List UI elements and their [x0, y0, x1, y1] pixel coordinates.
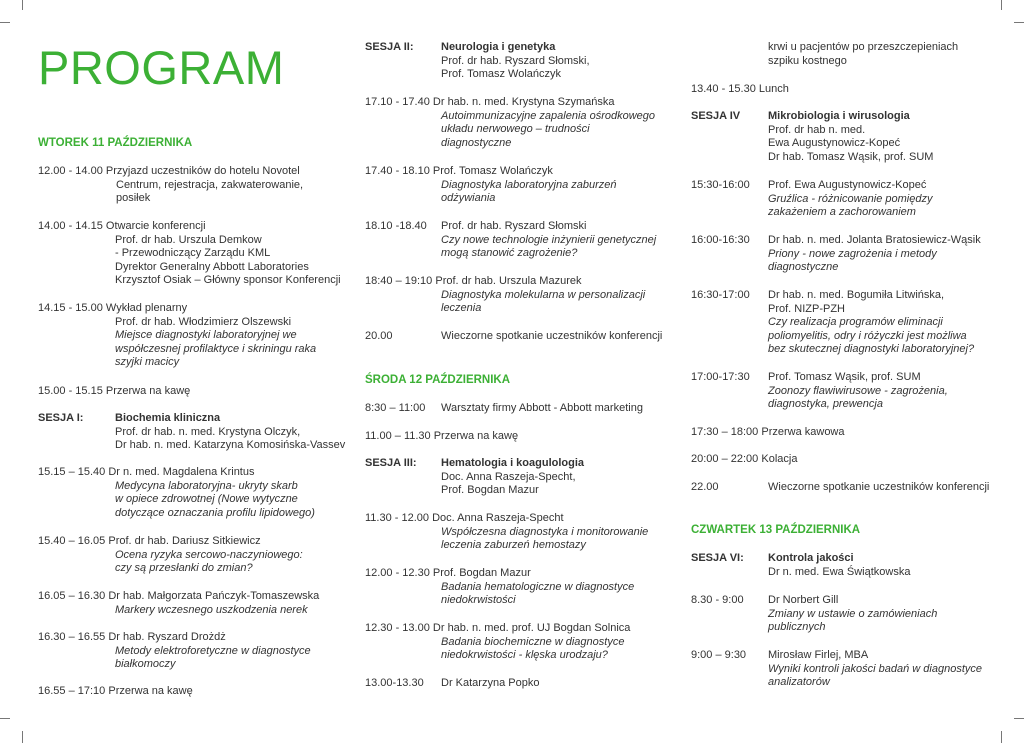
schedule-entry: 22.00 Wieczorne spotkanie uczestników konferencji	[691, 481, 990, 493]
schedule-entry: 12.30 - 13.00 Dr hab. n. med. prof. UJ Bogdan Solnica Badania biochemiczne w diagnostyce niedokrwistości - klęska urodzaju?	[365, 622, 631, 661]
schedule-entry: 14.00 - 14.15 Otwarcie konferencji Prof. dr hab. Urszula Demkow - Przewodniczący Zarządu KML Dyrektor Generalny Abbott Laboratories Krzysztof Osiak – Główny sponsor Konferencji	[38, 220, 341, 286]
session-block: SESJA III: Hematologia i koagulologia Doc. Anna Raszeja-Specht, Prof. Bogdan Mazur	[365, 457, 585, 496]
schedule-entry: 16:30-17:00 Dr hab. n. med. Bogumiła Litwińska, Prof. NIZP-PZH Czy realizacja programów eliminacji poliomyelitis, odry i różyczki jest możliwa bez skutecznej diagnostyki laboratoryjnej?	[691, 289, 975, 355]
schedule-entry: 14.15 - 15.00 Wykład plenarny Prof. dr hab. Włodzimierz Olszewski Miejsce diagnostyki laboratoryjnej we współczesnej profilaktyce i skriningu raka szyjki macicy	[38, 302, 317, 368]
schedule-entry: 17.10 - 17.40 Dr hab. n. med. Krystyna Szymańska Autoimmunizacyjne zapalenia ośrodkowego układu nerwowego – trudności diagnostyczne	[365, 96, 656, 149]
schedule-entry: 18:40 – 19:10 Prof. dr hab. Urszula Mazurek Diagnostyka molekularna w personalizacji leczenia	[365, 275, 646, 314]
schedule-entry: 20:00 – 22:00 Kolacja	[691, 453, 798, 465]
crop-mark	[1014, 718, 1024, 719]
schedule-entry: 11.00 – 11.30 Przerwa na kawę	[365, 430, 519, 442]
schedule-entry: 20.00 Wieczorne spotkanie uczestników konferencji	[365, 330, 663, 342]
session-block: SESJA II: Neurologia i genetyka Prof. dr hab. Ryszard Słomski, Prof. Tomasz Wolańczyk	[365, 41, 590, 80]
schedule-entry: 11.30 - 12.00 Doc. Anna Raszeja-Specht Współczesna diagnostyka i monitorowanie leczenia zaburzeń hemostazy	[365, 512, 649, 551]
session-block: SESJA IV Mikrobiologia i wirusologia Prof. dr hab n. med. Ewa Augustynowicz-Kopeć Dr hab. Tomasz Wąsik, prof. SUM	[691, 110, 934, 163]
schedule-entry: 17:00-17:30 Prof. Tomasz Wąsik, prof. SUM Zoonozy flawiwirusowe - zagrożenia, diagnostyka, prewencja	[691, 371, 948, 410]
schedule-entry: 12.00 - 12.30 Prof. Bogdan Mazur Badania hematologiczne w diagnostyce niedokrwistości	[365, 567, 635, 606]
schedule-entry: 16.30 – 16.55 Dr hab. Ryszard Drożdż Metody elektroforetyczne w diagnostyce białkomoczy	[38, 631, 311, 670]
schedule-entry: 17:30 – 18:00 Przerwa kawowa	[691, 426, 845, 438]
schedule-entry: 18.10 -18.40 Prof. dr hab. Ryszard Słomski Czy nowe technologie inżynierii genetycznej mogą stanowić zagrożenie?	[365, 220, 657, 259]
schedule-entry-continued: krwi u pacjentów po przeszczepieniach szpiku kostnego	[768, 41, 959, 67]
schedule-entry: 15:30-16:00 Prof. Ewa Augustynowicz-Kopeć Gruźlica - różnicowanie pomiędzy zakażeniem a zachorowaniem	[691, 179, 933, 218]
schedule-entry: 13.00-13.30 Dr Katarzyna Popko	[365, 677, 540, 689]
crop-mark	[1014, 22, 1024, 23]
schedule-entry: 12.00 - 14.00 Przyjazd uczestników do hotelu Novotel Centrum, rejestracja, zakwaterowanie, posiłek	[38, 165, 304, 204]
schedule-entry: 15.40 – 16.05 Prof. dr hab. Dariusz Sitkiewicz Ocena ryzyka sercowo-naczyniowego: czy są przesłanki do zmian?	[38, 535, 303, 574]
day-heading: CZWARTEK 13 PAŹDZIERNIKA	[691, 524, 861, 536]
crop-mark	[1001, 731, 1002, 743]
crop-mark	[0, 22, 10, 23]
schedule-entry: 17.40 - 18.10 Prof. Tomasz Wolańczyk Diagnostyka laboratoryjna zaburzeń odżywiania	[365, 165, 617, 204]
session-block: SESJA I: Biochemia kliniczna Prof. dr hab. n. med. Krystyna Olczyk, Dr hab. n. med. Katarzyna Komosińska-Vassev	[38, 412, 346, 451]
schedule-entry: 15.15 – 15.40 Dr n. med. Magdalena Krintus Medycyna laboratoryjna- ukryty skarb w opiece zdrowotnej (Nowe wytyczne dotyczące oznaczania profilu lipidowego)	[38, 466, 315, 519]
crop-mark	[22, 0, 23, 10]
day-heading: ŚRODA 12 PAŹDZIERNIKA	[365, 374, 511, 386]
crop-mark	[22, 731, 23, 743]
crop-mark	[0, 718, 10, 719]
schedule-entry: 16.55 – 17:10 Przerwa na kawę	[38, 685, 193, 697]
schedule-entry: 16.05 – 16.30 Dr hab. Małgorzata Pańczyk-Tomaszewska Markery wczesnego uszkodzenia nerek	[38, 590, 320, 616]
schedule-entry: 8.30 - 9:00 Dr Norbert Gill Zmiany w ustawie o zamówieniach publicznych	[691, 594, 938, 633]
schedule-entry: 9:00 – 9:30 Mirosław Firlej, MBA Wyniki kontroli jakości badań w diagnostyce analizatorów	[691, 649, 982, 688]
crop-mark	[1001, 0, 1002, 10]
session-block: SESJA VI: Kontrola jakości Dr n. med. Ewa Świątkowska	[691, 552, 911, 578]
page-title: PROGRAM	[38, 41, 285, 94]
schedule-entry: 15.00 - 15.15 Przerwa na kawę	[38, 385, 191, 397]
schedule-entry: 13.40 - 15.30 Lunch	[691, 83, 789, 95]
schedule-entry: 8:30 – 11:00 Warsztaty firmy Abbott - Abbott marketing	[365, 402, 643, 414]
schedule-entry: 16:00-16:30 Dr hab. n. med. Jolanta Bratosiewicz-Wąsik Priony - nowe zagrożenia i metody diagnostyczne	[691, 234, 981, 273]
day-heading: WTOREK 11 PAŹDZIERNIKA	[38, 137, 193, 149]
